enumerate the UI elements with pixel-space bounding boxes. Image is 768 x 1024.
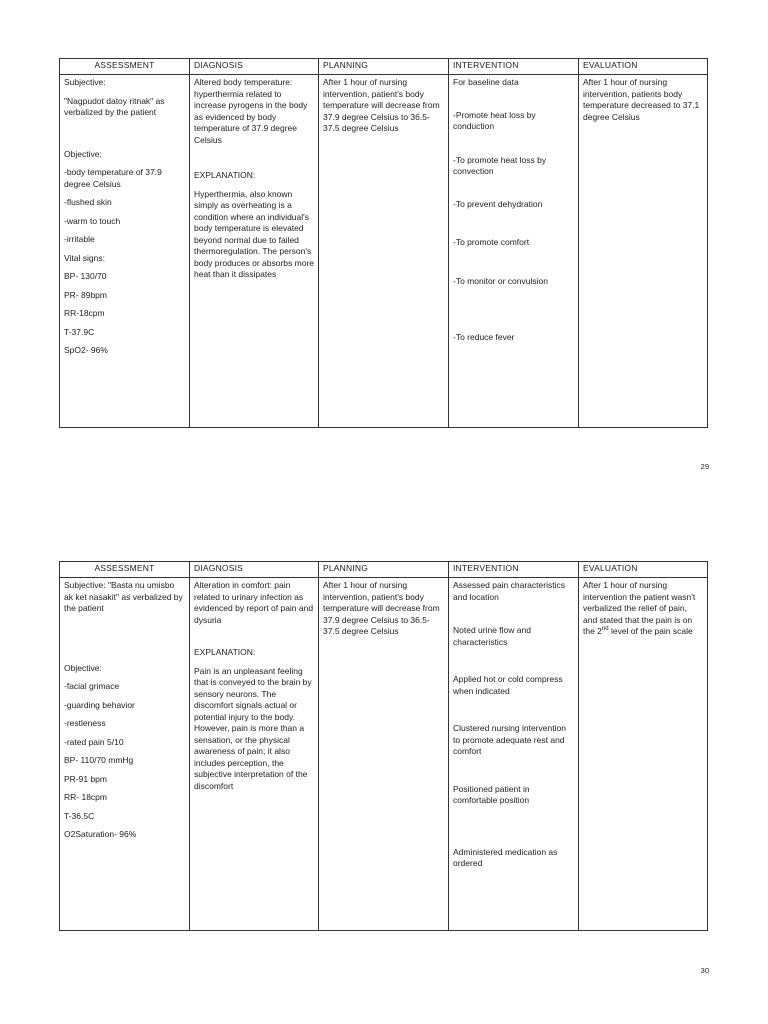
objective-label: Objective: [64, 148, 102, 159]
evaluation-text-end: level of the pain scale [608, 626, 693, 636]
table-row [60, 75, 708, 428]
assessment-cell [60, 75, 190, 428]
header-planning: PLANNING [319, 59, 449, 75]
diagnosis-cell [190, 75, 319, 428]
objective-label: Objective: [64, 662, 102, 673]
header-intervention: INTERVENTION [449, 59, 579, 75]
table-header-row [60, 562, 708, 578]
objective-item: T-37.9C [64, 326, 95, 337]
ordinal-suffix: nd [601, 626, 609, 633]
table-row [60, 578, 708, 931]
assessment-cell [60, 578, 190, 931]
care-plan-table-pain [59, 561, 708, 931]
header-evaluation: EVALUATION [579, 59, 708, 75]
objective-item: -restleness [64, 718, 106, 728]
diagnosis-text: Alteration in comfort: pain related to urinary infection as evidenced by report of pain and dysuria [194, 580, 314, 625]
objective-item: -rated pain 5/10 [64, 736, 124, 747]
explanation-text: Hyperthermia, also known simply as overheating is a condition where an individual's body temperature is elevated beyond normal due to failed thermoregulation. The person's body produces or absorbs more heat than it dissipates [194, 188, 315, 279]
planning-cell [319, 578, 449, 931]
intervention-item: -To promote comfort [453, 237, 530, 247]
header-intervention: INTERVENTION [449, 562, 579, 578]
intervention-item: Assessed pain characteristics and location [453, 580, 565, 602]
objective-item: -irritable [64, 234, 95, 244]
care-plan-table-hyperthermia [59, 58, 708, 428]
objective-item: O2Saturation- 96% [64, 829, 137, 839]
diagnosis-cell [190, 578, 319, 931]
objective-item: -body temperature of 37.9 degree Celsius [64, 167, 162, 189]
objective-item: RR- 18cpm [64, 792, 107, 802]
header-diagnosis: DIAGNOSIS [190, 562, 319, 578]
intervention-item: -Promote heat loss by conduction [453, 109, 536, 131]
evaluation-cell [579, 75, 708, 428]
planning-text: After 1 hour of nursing intervention, patient's body temperature will decrease from 37.9 degree Celsius to 36.5-37.5 degree Celsius [323, 77, 440, 133]
diagnosis-text: Altered body temperature: hyperthermia related to increase pyrogens in the body as evidenced by body temperature of 37.9 degree Celsius [194, 77, 308, 145]
objective-item: RR-18cpm [64, 308, 105, 318]
header-diagnosis: DIAGNOSIS [190, 59, 319, 75]
explanation-label: EXPLANATION: [194, 647, 256, 657]
planning-text: After 1 hour of nursing intervention, patient's body temperature will decrease from 37.9 degree Celsius to 36.5-37.5 degree Celsius [323, 580, 440, 636]
objective-item: BP- 130/70 [64, 271, 107, 281]
objective-item: PR-91 bpm [64, 773, 107, 784]
evaluation-cell [579, 578, 708, 931]
table-header-row [60, 59, 708, 75]
objective-item: T-36.5C [64, 810, 95, 821]
intervention-item: Positioned patient in comfortable position [453, 783, 530, 805]
intervention-item: -To prevent dehydration [453, 198, 543, 209]
intervention-item: Administered medication as ordered [453, 846, 558, 868]
intervention-item: -To monitor or convulsion [453, 275, 548, 286]
intervention-item: For baseline data [453, 77, 519, 87]
header-evaluation: EVALUATION [579, 562, 708, 578]
explanation-label: EXPLANATION: [194, 170, 256, 180]
page-number: 29 [700, 462, 709, 471]
subjective-text: Subjective: "Basta nu umisbo ak ket nasakit" as verbalized by the patient [64, 580, 183, 613]
intervention-item: Applied hot or cold compress when indicated [453, 674, 563, 696]
evaluation-text-start: After 1 hour of nursing intervention the patient wasn't verbalized the relief of pain, and stated that the pain is on the 2 [583, 580, 696, 636]
evaluation-text: After 1 hour of nursing intervention, patients body temperature decreased to 37.1 degree Celsius [583, 77, 700, 122]
header-assessment: ASSESSMENT [60, 562, 190, 578]
intervention-item: Noted urine flow and characteristics [453, 625, 531, 647]
objective-item: -facial grimace [64, 681, 120, 691]
objective-item: PR- 89bpm [64, 289, 107, 300]
subjective-quote: "Nagpudot datoy ritnak" as verbalized by the patient [64, 95, 165, 117]
explanation-text: Pain is an unpleasant feeling that is conveyed to the brain by sensory neurons. The discomfort signals actual or potential injury to the body. However, pain is more than a sensation, or the physical awareness of pain; it also includes perception, the subjective interpretation of the discomfort [194, 665, 312, 791]
header-assessment: ASSESSMENT [60, 59, 190, 75]
objective-item: -guarding behavior [64, 699, 135, 710]
page-number: 30 [700, 966, 709, 975]
intervention-item: -To reduce fever [453, 332, 515, 342]
intervention-item: Clustered nursing intervention to promote adequate rest and comfort [453, 723, 566, 756]
objective-item: SpO2- 96% [64, 345, 108, 355]
intervention-item: -To promote heat loss by convection [453, 154, 547, 176]
intervention-cell [449, 578, 579, 931]
planning-cell [319, 75, 449, 428]
header-planning: PLANNING [319, 562, 449, 578]
objective-item: BP- 110/70 mmHg [64, 755, 134, 765]
objective-item: -warm to touch [64, 215, 121, 226]
evaluation-text [583, 580, 703, 638]
objective-item: Vital signs: [64, 252, 105, 263]
objective-item: -flushed skin [64, 197, 112, 207]
intervention-cell [449, 75, 579, 428]
subjective-label: Subjective: [64, 77, 106, 87]
